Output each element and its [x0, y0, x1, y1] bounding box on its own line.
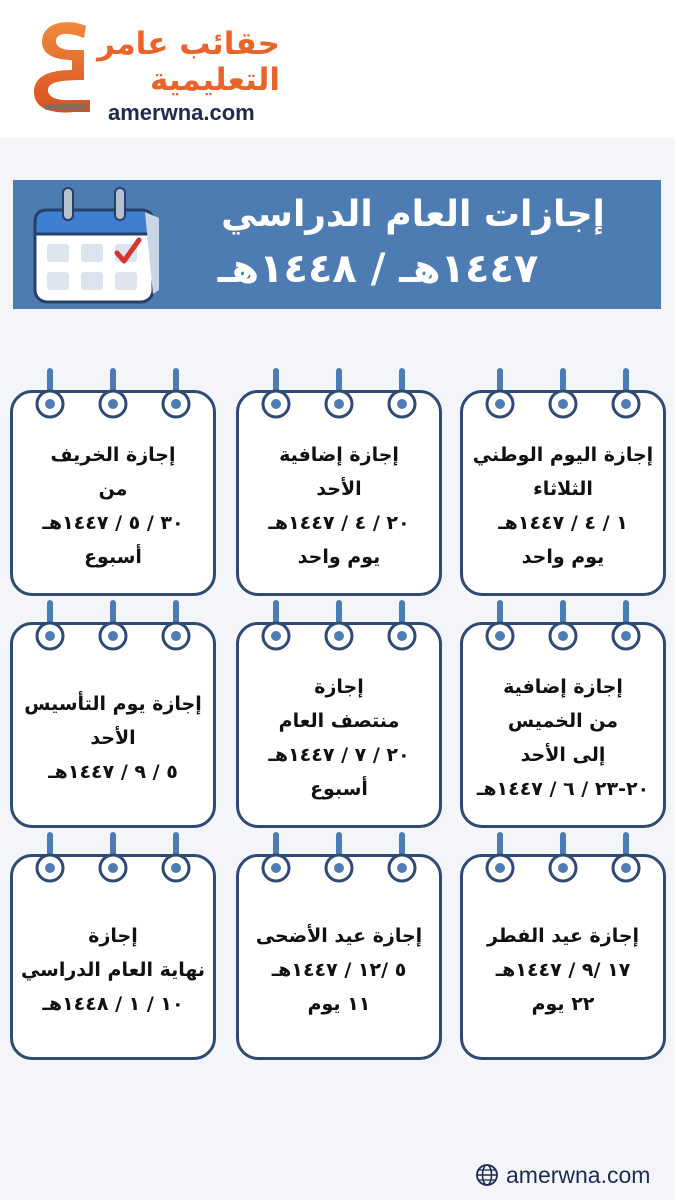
holiday-detail-line: ٢٢ يوم — [531, 993, 595, 1015]
holiday-detail-line: منتصف العام — [278, 710, 400, 732]
calendar-rings-icon — [460, 600, 666, 656]
holiday-detail-line: ١ / ٤ / ١٤٤٧هـ — [498, 512, 628, 534]
calendar-rings-icon — [10, 600, 216, 656]
holiday-detail-line: الثلاثاء — [533, 478, 593, 500]
logo[interactable] — [20, 14, 280, 124]
holiday-detail-line: ٢٠-٢٣ / ٦ / ١٤٤٧هـ — [476, 778, 650, 800]
holiday-details — [460, 658, 666, 818]
calendar-rings-icon — [460, 832, 666, 888]
title-banner — [13, 180, 661, 309]
holiday-details — [236, 890, 442, 1050]
holiday-card — [236, 832, 442, 1060]
holiday-title: إجازة عيد الأضحى — [255, 925, 423, 947]
holiday-detail-line: من الخميس — [507, 710, 619, 732]
holiday-title: إجازة إضافية — [279, 444, 399, 466]
page-title: إجازات العام الدراسي — [221, 194, 605, 235]
holiday-card — [236, 600, 442, 828]
holiday-card — [460, 368, 666, 596]
calendar-rings-icon — [460, 368, 666, 424]
holiday-detail-line: من — [98, 478, 128, 500]
holiday-detail-line: ١٧ /٩ / ١٤٤٧هـ — [495, 959, 631, 981]
logo-name-line2: التعليمية — [150, 62, 280, 98]
calendar-rings-icon — [236, 832, 442, 888]
holiday-details — [460, 890, 666, 1050]
holiday-detail-line: يوم واحد — [297, 546, 381, 568]
globe-icon — [475, 1163, 499, 1187]
holiday-detail-line: أسبوع — [310, 778, 368, 800]
holiday-details — [10, 658, 216, 818]
calendar-rings-icon — [236, 368, 442, 424]
holiday-title: إجازة — [88, 925, 138, 947]
holiday-detail-line: ١١ يوم — [307, 993, 371, 1015]
holiday-details — [236, 426, 442, 586]
holiday-detail-line: ٢٠ / ٧ / ١٤٤٧هـ — [268, 744, 410, 766]
logo-url: amerwna.com — [108, 100, 255, 125]
holiday-detail-line: أسبوع — [84, 546, 142, 568]
holiday-details — [10, 890, 216, 1050]
holiday-detail-line: يوم واحد — [521, 546, 605, 568]
holiday-detail-line: الأحد — [90, 727, 136, 749]
holiday-card — [10, 832, 216, 1060]
holiday-detail-line: ٥ /١٢ / ١٤٤٧هـ — [271, 959, 407, 981]
holiday-card — [10, 600, 216, 828]
calendar-rings-icon — [10, 368, 216, 424]
holiday-title: إجازة إضافية — [503, 676, 623, 698]
footer[interactable] — [475, 1160, 650, 1190]
footer-url: amerwna.com — [506, 1161, 651, 1188]
holiday-detail-line: ٥ / ٩ / ١٤٤٧هـ — [48, 761, 178, 783]
holiday-detail-line: ٢٠ / ٤ / ١٤٤٧هـ — [268, 512, 410, 534]
holiday-card — [10, 368, 216, 596]
holiday-detail-line: ١٠ / ١ / ١٤٤٨هـ — [42, 993, 184, 1015]
holiday-card — [460, 600, 666, 828]
holiday-card — [460, 832, 666, 1060]
holiday-details — [460, 426, 666, 586]
logo-name-line1: حقائب عامر — [97, 26, 280, 62]
header-band — [0, 0, 675, 138]
holiday-title: إجازة يوم التأسيس — [24, 693, 202, 715]
holiday-detail-line: نهاية العام الدراسي — [20, 959, 206, 981]
holiday-title: إجازة — [314, 676, 364, 698]
calendar-rings-icon — [236, 600, 442, 656]
holiday-title: إجازة عيد الفطر — [486, 925, 640, 947]
holiday-detail-line: ٣٠ / ٥ / ١٤٤٧هـ — [42, 512, 184, 534]
calendar-rings-icon — [10, 832, 216, 888]
calendar-check-icon — [25, 182, 161, 306]
holiday-details — [10, 426, 216, 586]
holiday-detail-line: إلى الأحد — [520, 744, 606, 766]
holiday-details — [236, 658, 442, 818]
academic-years: ١٤٤٧هـ / ١٤٤٨هـ — [217, 246, 539, 292]
holiday-detail-line: الأحد — [316, 478, 362, 500]
logo-ain-icon — [28, 16, 98, 116]
holiday-title: إجازة اليوم الوطني — [472, 444, 654, 466]
holiday-card — [236, 368, 442, 596]
holiday-title: إجازة الخريف — [50, 444, 176, 466]
